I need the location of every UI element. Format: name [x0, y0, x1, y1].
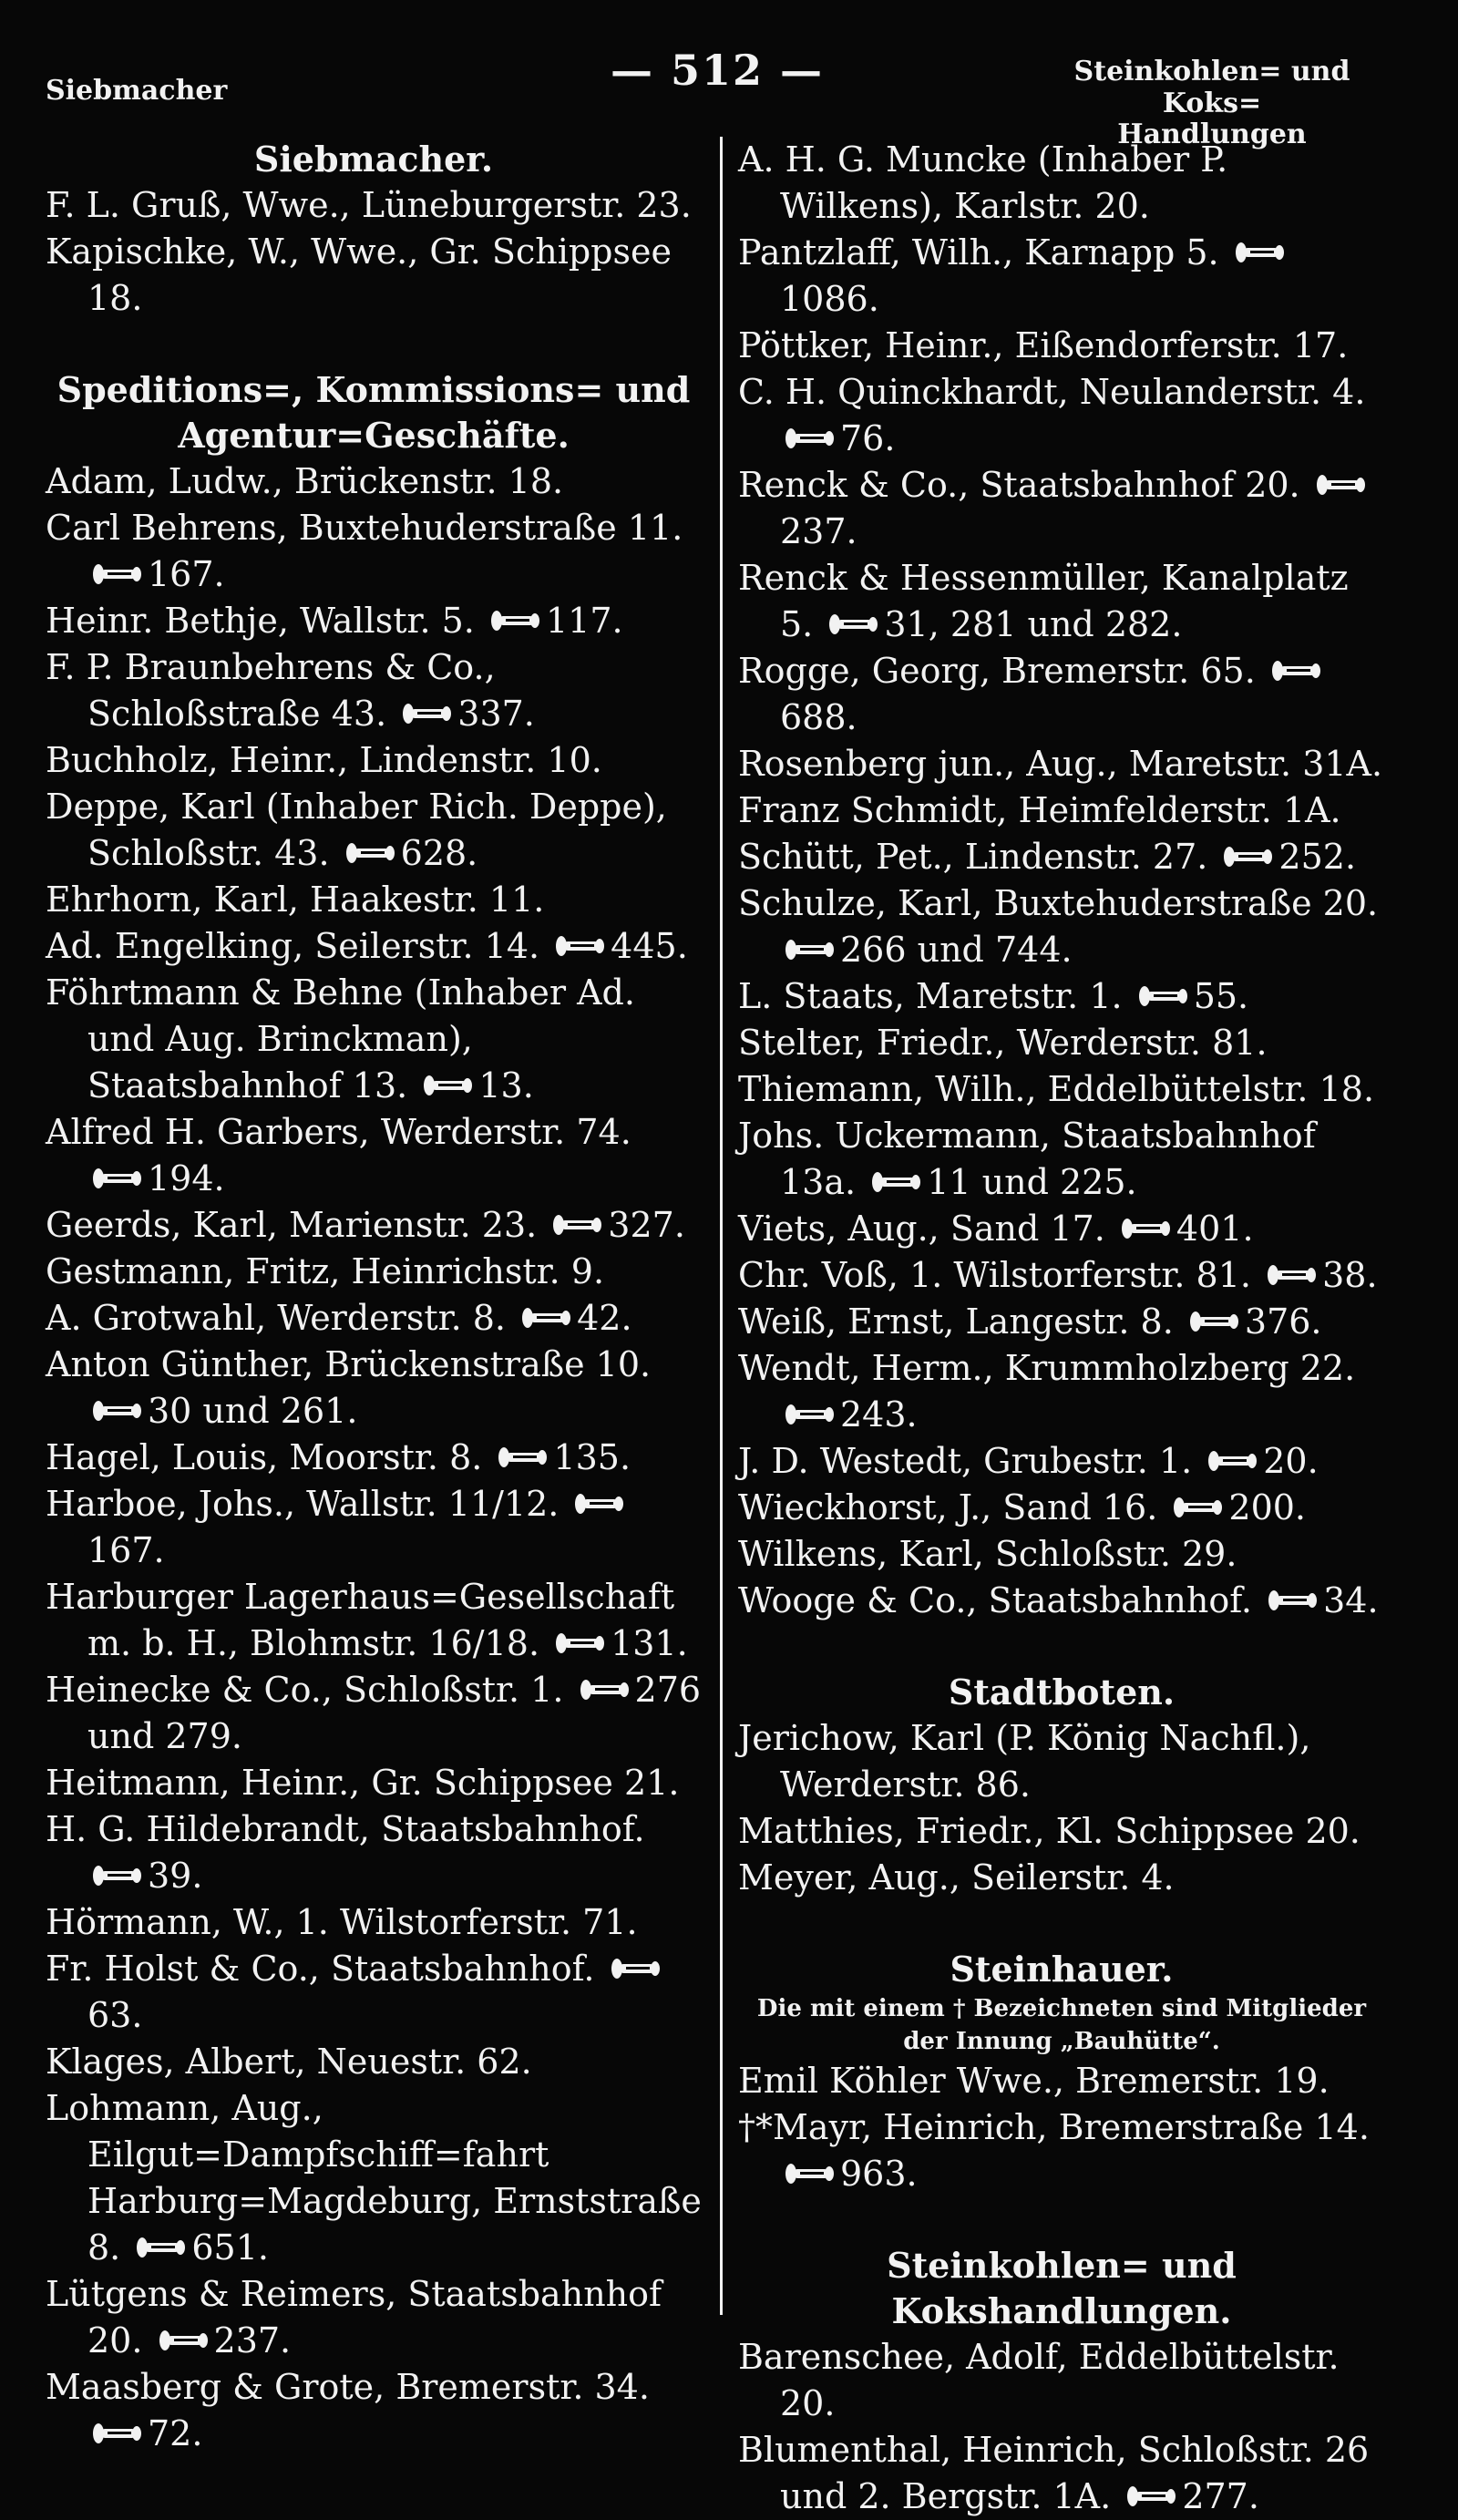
entry-text: Lohmann, Aug., Eilgut=Dampfschiff=fahrt Harburg=Magdeburg, Ernststraße 8.	[46, 2088, 702, 2268]
directory-entry	[46, 458, 702, 505]
entry-text: Wilkens, Karl, Schloßstr. 29.	[738, 1534, 1237, 1574]
directory-entry	[738, 1808, 1385, 1855]
entry-text: Pöttker, Heinr., Eißendorferstr. 17.	[738, 325, 1349, 365]
entry-text: Deppe, Karl (Inhaber Rich. Deppe), Schloßstr. 43.	[46, 787, 667, 873]
phone-number: 237.	[780, 511, 857, 551]
telephone-icon	[135, 2236, 186, 2259]
telephone-icon	[91, 562, 142, 586]
directory-entry	[738, 1113, 1385, 1206]
section-title: Steinhauer.	[950, 1949, 1174, 1990]
entry-text: Heinr. Bethje, Wallstr. 5.	[46, 601, 475, 641]
telephone-icon	[91, 1864, 142, 1887]
entry-text: Kapischke, W., Wwe., Gr. Schippsee 18.	[46, 231, 672, 318]
telephone-icon	[784, 427, 835, 450]
entry-text-continuation: und 279.	[87, 1716, 242, 1756]
directory-entry	[738, 1715, 1385, 1808]
directory-entry	[46, 598, 702, 644]
directory-entry	[738, 1485, 1385, 1531]
directory-entry	[738, 1206, 1385, 1252]
telephone-icon	[554, 934, 605, 958]
telephone-icon	[573, 1492, 624, 1516]
entry-text: Lütgens & Reimers, Staatsbahnhof 20.	[46, 2274, 662, 2361]
entry-text: J. D. Westedt, Grubestr. 1.	[738, 1441, 1193, 1481]
entry-text: Renck & Hessenmüller, Kanalplatz 5.	[738, 558, 1349, 644]
telephone-icon	[1234, 241, 1285, 264]
directory-entry	[46, 1295, 702, 1342]
entry-text: Rosenberg jun., Aug., Maretstr. 31A.	[738, 744, 1383, 784]
entry-text: Ehrhorn, Karl, Haakestr. 11.	[46, 879, 545, 920]
telephone-icon	[91, 1167, 142, 1190]
directory-entry	[738, 1252, 1385, 1299]
phone-number: 200.	[1228, 1487, 1307, 1527]
directory-entry	[46, 1760, 702, 1806]
entry-text: F. P. Braunbehrens & Co., Schloßstraße 43.	[46, 647, 496, 734]
phone-number: 252.	[1278, 837, 1357, 877]
right-column	[738, 137, 1385, 2520]
directory-entry	[46, 2085, 702, 2271]
phone-number: 651.	[191, 2227, 269, 2268]
phone-number: 117.	[545, 601, 623, 641]
telephone-icon	[1137, 984, 1188, 1008]
phone-number: 38.	[1322, 1255, 1378, 1295]
phone-number: 337.	[457, 694, 535, 734]
directory-entry	[738, 1299, 1385, 1345]
phone-number: 688.	[780, 697, 857, 737]
telephone-icon	[1188, 1310, 1239, 1333]
entry-text: Hörmann, W., 1. Wilstorferstr. 71.	[46, 1902, 638, 1942]
directory-entry	[46, 923, 702, 970]
phone-number: 42.	[577, 1298, 632, 1338]
phone-number: 76.	[840, 418, 896, 458]
phone-number: 445.	[611, 926, 688, 966]
directory-entry	[46, 737, 702, 784]
telephone-icon	[1270, 659, 1321, 683]
directory-entry	[738, 1020, 1385, 1066]
telephone-icon	[401, 702, 452, 725]
entry-text: Franz Schmidt, Heimfelderstr. 1A.	[738, 790, 1341, 830]
entry-text: Barenschee, Adolf, Eddelbüttelstr. 20.	[738, 2337, 1340, 2423]
directory-entry	[738, 2058, 1385, 2104]
entry-text: Hagel, Louis, Moorstr. 8.	[46, 1437, 483, 1477]
entry-text: Ad. Engelking, Seilerstr. 14.	[46, 926, 540, 966]
directory-entry	[46, 505, 702, 598]
phone-number: 13.	[478, 1065, 534, 1106]
directory-entry	[46, 1667, 702, 1760]
directory-entry	[46, 1946, 702, 2039]
directory-entry	[738, 834, 1385, 880]
entry-text: Thiemann, Wilh., Eddelbüttelstr. 18.	[738, 1069, 1375, 1109]
phone-number: 628.	[400, 833, 478, 873]
column-divider	[720, 137, 723, 2315]
entry-text: Wieckhorst, J., Sand 16.	[738, 1487, 1158, 1527]
phone-number: 194.	[148, 1158, 225, 1198]
entry-text: Schulze, Karl, Buxtehuderstraße 20.	[738, 883, 1379, 923]
phone-number: 237.	[213, 2320, 292, 2361]
entry-text: Weiß, Ernst, Langestr. 8.	[738, 1301, 1174, 1342]
phone-number: 327.	[608, 1205, 685, 1245]
left-column	[46, 137, 702, 2457]
entry-text: Heitmann, Heinr., Gr. Schippsee 21.	[46, 1763, 680, 1803]
entry-text: Jerichow, Karl (P. König Nachfl.), Werderstr. 86.	[738, 1718, 1311, 1805]
telephone-icon	[497, 1445, 548, 1469]
entry-text: Viets, Aug., Sand 17.	[738, 1209, 1105, 1249]
section-spacer	[46, 322, 702, 367]
entry-text: Adam, Ludw., Brückenstr. 18.	[46, 461, 564, 501]
telephone-icon	[870, 1170, 921, 1194]
section-spacer	[738, 2197, 1385, 2243]
entry-text: A. H. G. Muncke (Inhaber P. Wilkens), Karlstr. 20.	[738, 139, 1228, 226]
entry-text: Meyer, Aug., Seilerstr. 4.	[738, 1857, 1175, 1898]
directory-entry	[738, 323, 1385, 369]
entry-text: Buchholz, Heinr., Lindenstr. 10.	[46, 740, 602, 780]
entry-text: Rogge, Georg, Bremerstr. 65.	[738, 651, 1256, 691]
entry-text: Emil Köhler Wwe., Bremerstr. 19.	[738, 2061, 1330, 2101]
entry-text: Chr. Voß, 1. Wilstorferstr. 81.	[738, 1255, 1251, 1295]
directory-entry	[46, 784, 702, 877]
entry-text: Wendt, Herm., Krummholzberg 22.	[738, 1348, 1356, 1388]
telephone-icon	[1206, 1449, 1258, 1473]
telephone-icon	[1315, 473, 1366, 497]
entry-text: Stelter, Friedr., Werderstr. 81.	[738, 1023, 1268, 1063]
directory-entry	[46, 970, 702, 1109]
telephone-icon	[551, 1213, 602, 1237]
entry-text: Matthies, Friedr., Kl. Schippsee 20.	[738, 1811, 1360, 1851]
entry-text: A. Grotwahl, Werderstr. 8.	[46, 1298, 507, 1338]
section-title: Siebmacher.	[253, 139, 494, 180]
entry-text: L. Staats, Maretstr. 1.	[738, 976, 1123, 1016]
telephone-icon	[1172, 1496, 1223, 1519]
entry-text: †*Mayr, Heinrich, Bremerstraße 14.	[738, 2107, 1370, 2147]
telephone-icon	[610, 1957, 661, 1980]
telephone-icon	[1222, 845, 1273, 869]
running-head-right-line2: Handlungen	[1117, 118, 1307, 150]
directory-entry	[46, 1202, 702, 1249]
entry-text: Gestmann, Fritz, Heinrichstr. 9.	[46, 1251, 605, 1291]
section-note: Die mit einem † Bezeichneten sind Mitglieder der Innung „Bauhütte“.	[756, 1995, 1367, 2055]
phone-number: 266 und 744.	[840, 930, 1073, 970]
page-number: — 512 —	[611, 46, 825, 95]
telephone-icon	[554, 1631, 605, 1655]
telephone-icon	[579, 1678, 630, 1702]
entry-text: F. L. Gruß, Wwe., Lüneburgerstr. 23.	[46, 185, 692, 225]
section-title: Stadtboten.	[948, 1671, 1176, 1713]
directory-entry	[738, 1438, 1385, 1485]
telephone-icon	[1266, 1263, 1317, 1287]
directory-entry	[46, 2364, 702, 2457]
phone-number: 167.	[87, 1530, 165, 1570]
entry-text: Fr. Holst & Co., Staatsbahnhof.	[46, 1949, 595, 1989]
directory-entry	[46, 1249, 702, 1295]
directory-entry	[738, 1855, 1385, 1901]
phone-number: 243.	[840, 1394, 918, 1435]
directory-entry	[738, 787, 1385, 834]
entry-text: Anton Günther, Brückenstraße 10.	[46, 1344, 652, 1384]
phone-number: 167.	[148, 554, 225, 594]
section-title: Steinkohlen= und Kokshandlungen.	[887, 2245, 1237, 2331]
phone-number: 31, 281 und 282.	[884, 604, 1183, 644]
directory-entry	[738, 2427, 1385, 2520]
directory-entry	[46, 644, 702, 737]
telephone-icon	[784, 938, 835, 962]
phone-number: 30 und 261.	[148, 1391, 358, 1431]
phone-number: 11 und 225.	[927, 1162, 1137, 1202]
directory-entry	[738, 1578, 1385, 1624]
directory-entry	[738, 1531, 1385, 1578]
phone-number: 135.	[553, 1437, 631, 1477]
directory-entry	[46, 1806, 702, 1899]
directory-entry	[738, 648, 1385, 741]
phone-number: 277.	[1182, 2476, 1259, 2516]
directory-entry	[738, 973, 1385, 1020]
entry-text: C. H. Quinckhardt, Neulanderstr. 4.	[738, 372, 1366, 412]
page-header	[36, 40, 1367, 150]
section-spacer	[738, 1901, 1385, 1947]
directory-entry	[738, 1066, 1385, 1113]
telephone-icon	[520, 1306, 571, 1330]
directory-entry	[46, 877, 702, 923]
entry-text: H. G. Hildebrandt, Staatsbahnhof.	[46, 1809, 645, 1849]
phone-number: 72.	[148, 2413, 203, 2453]
telephone-icon	[1125, 2484, 1176, 2508]
running-head-left: Siebmacher	[46, 75, 228, 107]
section-title: Speditions=, Kommissions= und Agentur=Geschäfte.	[56, 369, 691, 456]
directory-entry	[738, 555, 1385, 648]
directory-entry	[738, 2334, 1385, 2427]
phone-number: 276	[634, 1670, 702, 1710]
phone-number: 376.	[1244, 1301, 1322, 1342]
entry-text: Maasberg & Grote, Bremerstr. 34.	[46, 2367, 650, 2407]
entry-text: Klages, Albert, Neuestr. 62.	[46, 2042, 532, 2082]
telephone-icon	[1267, 1589, 1318, 1612]
directory-entry	[738, 1345, 1385, 1438]
directory-entry	[738, 137, 1385, 230]
directory-entry	[46, 1342, 702, 1435]
directory-entry	[46, 1481, 702, 1574]
directory-entry	[738, 369, 1385, 462]
phone-number: 55.	[1193, 976, 1249, 1016]
entry-text: Harburger Lagerhaus=Gesellschaft m. b. H., Blohmstr. 16/18.	[46, 1577, 675, 1663]
entry-text: Schütt, Pet., Lindenstr. 27.	[738, 837, 1208, 877]
phone-number: 63.	[87, 1995, 143, 2035]
telephone-icon	[489, 609, 540, 633]
directory-entry	[46, 1109, 702, 1202]
entry-text: Renck & Co., Staatsbahnhof 20.	[738, 465, 1300, 505]
entry-text: Johs. Uckermann, Staatsbahnhof 13a.	[738, 1116, 1316, 1202]
directory-entry	[738, 880, 1385, 973]
telephone-icon	[91, 2422, 142, 2445]
directory-entry	[738, 2104, 1385, 2197]
directory-entry	[46, 1899, 702, 1946]
directory-entry	[46, 1435, 702, 1481]
telephone-icon	[827, 612, 878, 636]
phone-number: 131.	[611, 1623, 688, 1663]
directory-entry	[46, 2271, 702, 2364]
entry-text: Pantzlaff, Wilh., Karnapp 5.	[738, 232, 1219, 273]
phone-number: 20.	[1263, 1441, 1319, 1481]
telephone-icon	[784, 1403, 835, 1426]
directory-entry	[46, 2039, 702, 2085]
telephone-icon	[344, 841, 395, 865]
phone-number: 34.	[1323, 1580, 1379, 1620]
directory-entry	[46, 182, 702, 229]
phone-number: 39.	[148, 1856, 203, 1896]
entry-text: Föhrtmann & Behne (Inhaber Ad. und Aug. Brinckman), Staatsbahnhof 13.	[46, 972, 635, 1106]
phone-number: 1086.	[780, 279, 879, 319]
entry-text: Wooge & Co., Staatsbahnhof.	[738, 1580, 1253, 1620]
phone-number: 963.	[840, 2154, 918, 2194]
section-spacer	[738, 1624, 1385, 1670]
telephone-icon	[1120, 1217, 1171, 1240]
entry-text: Alfred H. Garbers, Werderstr. 74.	[46, 1112, 631, 1152]
directory-entry	[738, 230, 1385, 323]
directory-entry	[46, 1574, 702, 1667]
directory-entry	[738, 741, 1385, 787]
telephone-icon	[158, 2329, 209, 2352]
entry-text: Heinecke & Co., Schloßstr. 1.	[46, 1670, 564, 1710]
directory-entry	[46, 229, 702, 322]
entry-text: Geerds, Karl, Marienstr. 23.	[46, 1205, 538, 1245]
entry-text: Carl Behrens, Buxtehuderstraße 11.	[46, 508, 683, 548]
directory-entry	[738, 462, 1385, 555]
telephone-icon	[422, 1074, 473, 1097]
telephone-icon	[91, 1399, 142, 1423]
telephone-icon	[784, 2162, 835, 2186]
entry-text: Blumenthal, Heinrich, Schloßstr. 26 und 2. Bergstr. 1A.	[738, 2430, 1370, 2516]
running-head-right-line1: Steinkohlen= und Koks=	[1073, 56, 1350, 119]
entry-text: Harboe, Johs., Wallstr. 11/12.	[46, 1484, 560, 1524]
phone-number: 401.	[1176, 1209, 1254, 1249]
